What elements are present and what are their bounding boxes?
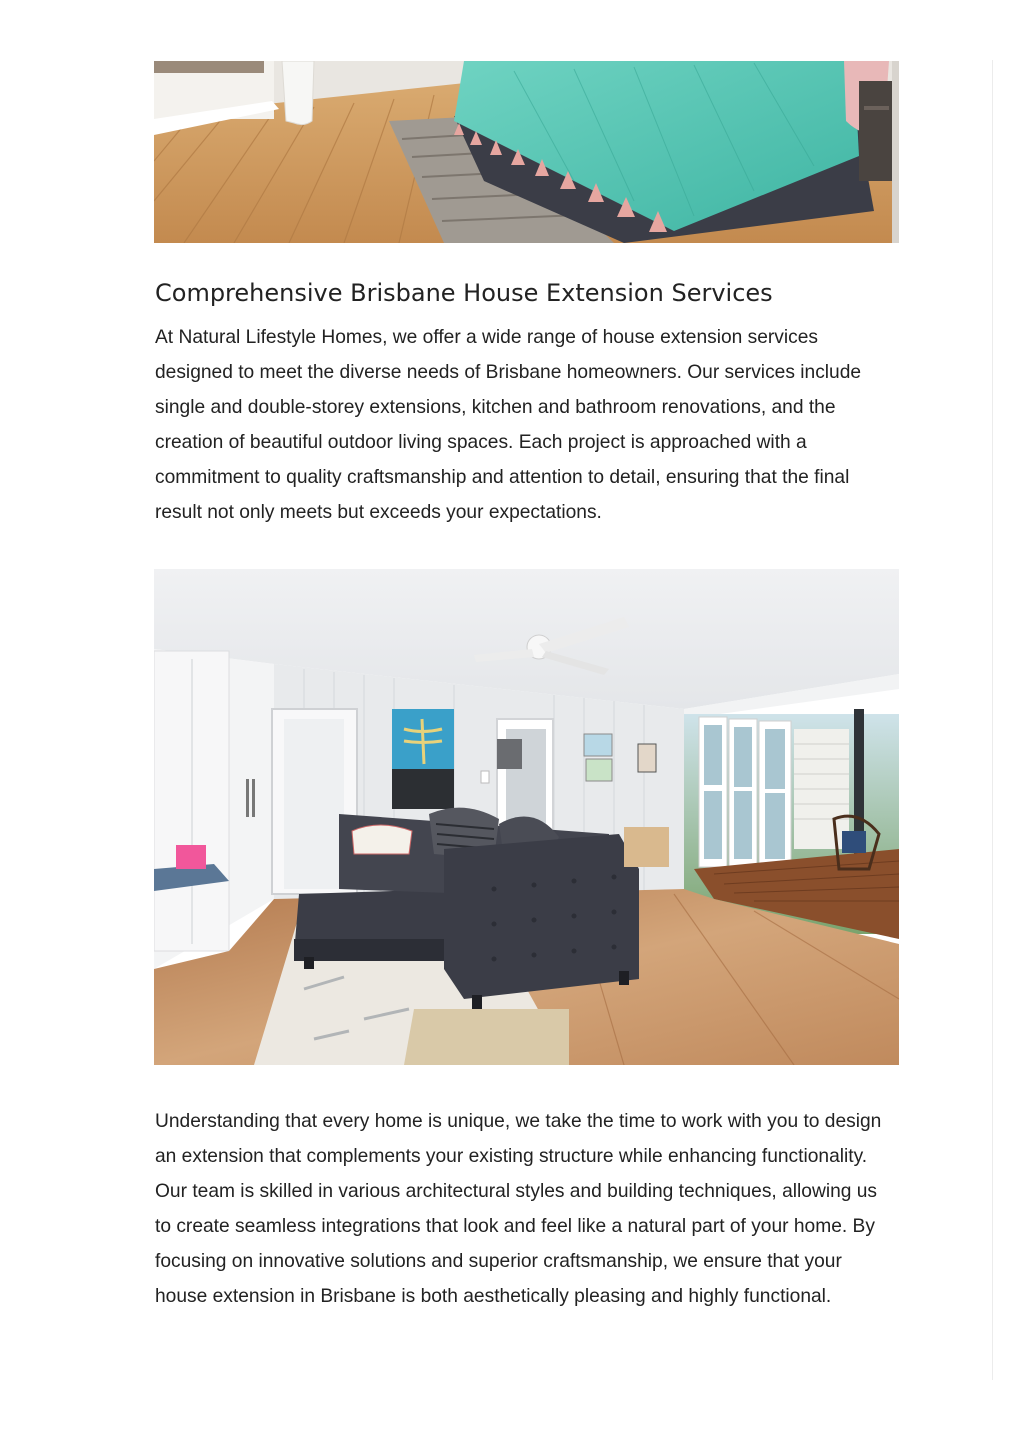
section-heading: Comprehensive Brisbane House Extension Services: [155, 279, 773, 307]
page-edge-line: [992, 60, 993, 1380]
bedroom-photo: [154, 61, 899, 243]
closing-paragraph: Understanding that every home is unique, we take the time to work with you to design an extension that complements your existing structure while enhancing functionality. Our team is skilled in various architectural styles and building techniques, allowing us to create seamless integrations that look and feel like a natural part of your home. By focusing on innovative solutions and superior craftsmanship, we ensure that your house extension in Brisbane is both aesthetically pleasing and highly functional.: [155, 1111, 882, 1308]
living-room-photo: [154, 569, 899, 1065]
intro-paragraph: At Natural Lifestyle Homes, we offer a wide range of house extension services designed to meet the diverse needs of Brisbane homeowners. Our services include single and double-storey extensions, kitchen and bathroom renovations, and the creation of beautiful outdoor living spaces. Each project is approached with a commitment to quality craftsmanship and attention to detail, ensuring that the final result not only meets but exceeds your expectations.: [155, 327, 862, 524]
